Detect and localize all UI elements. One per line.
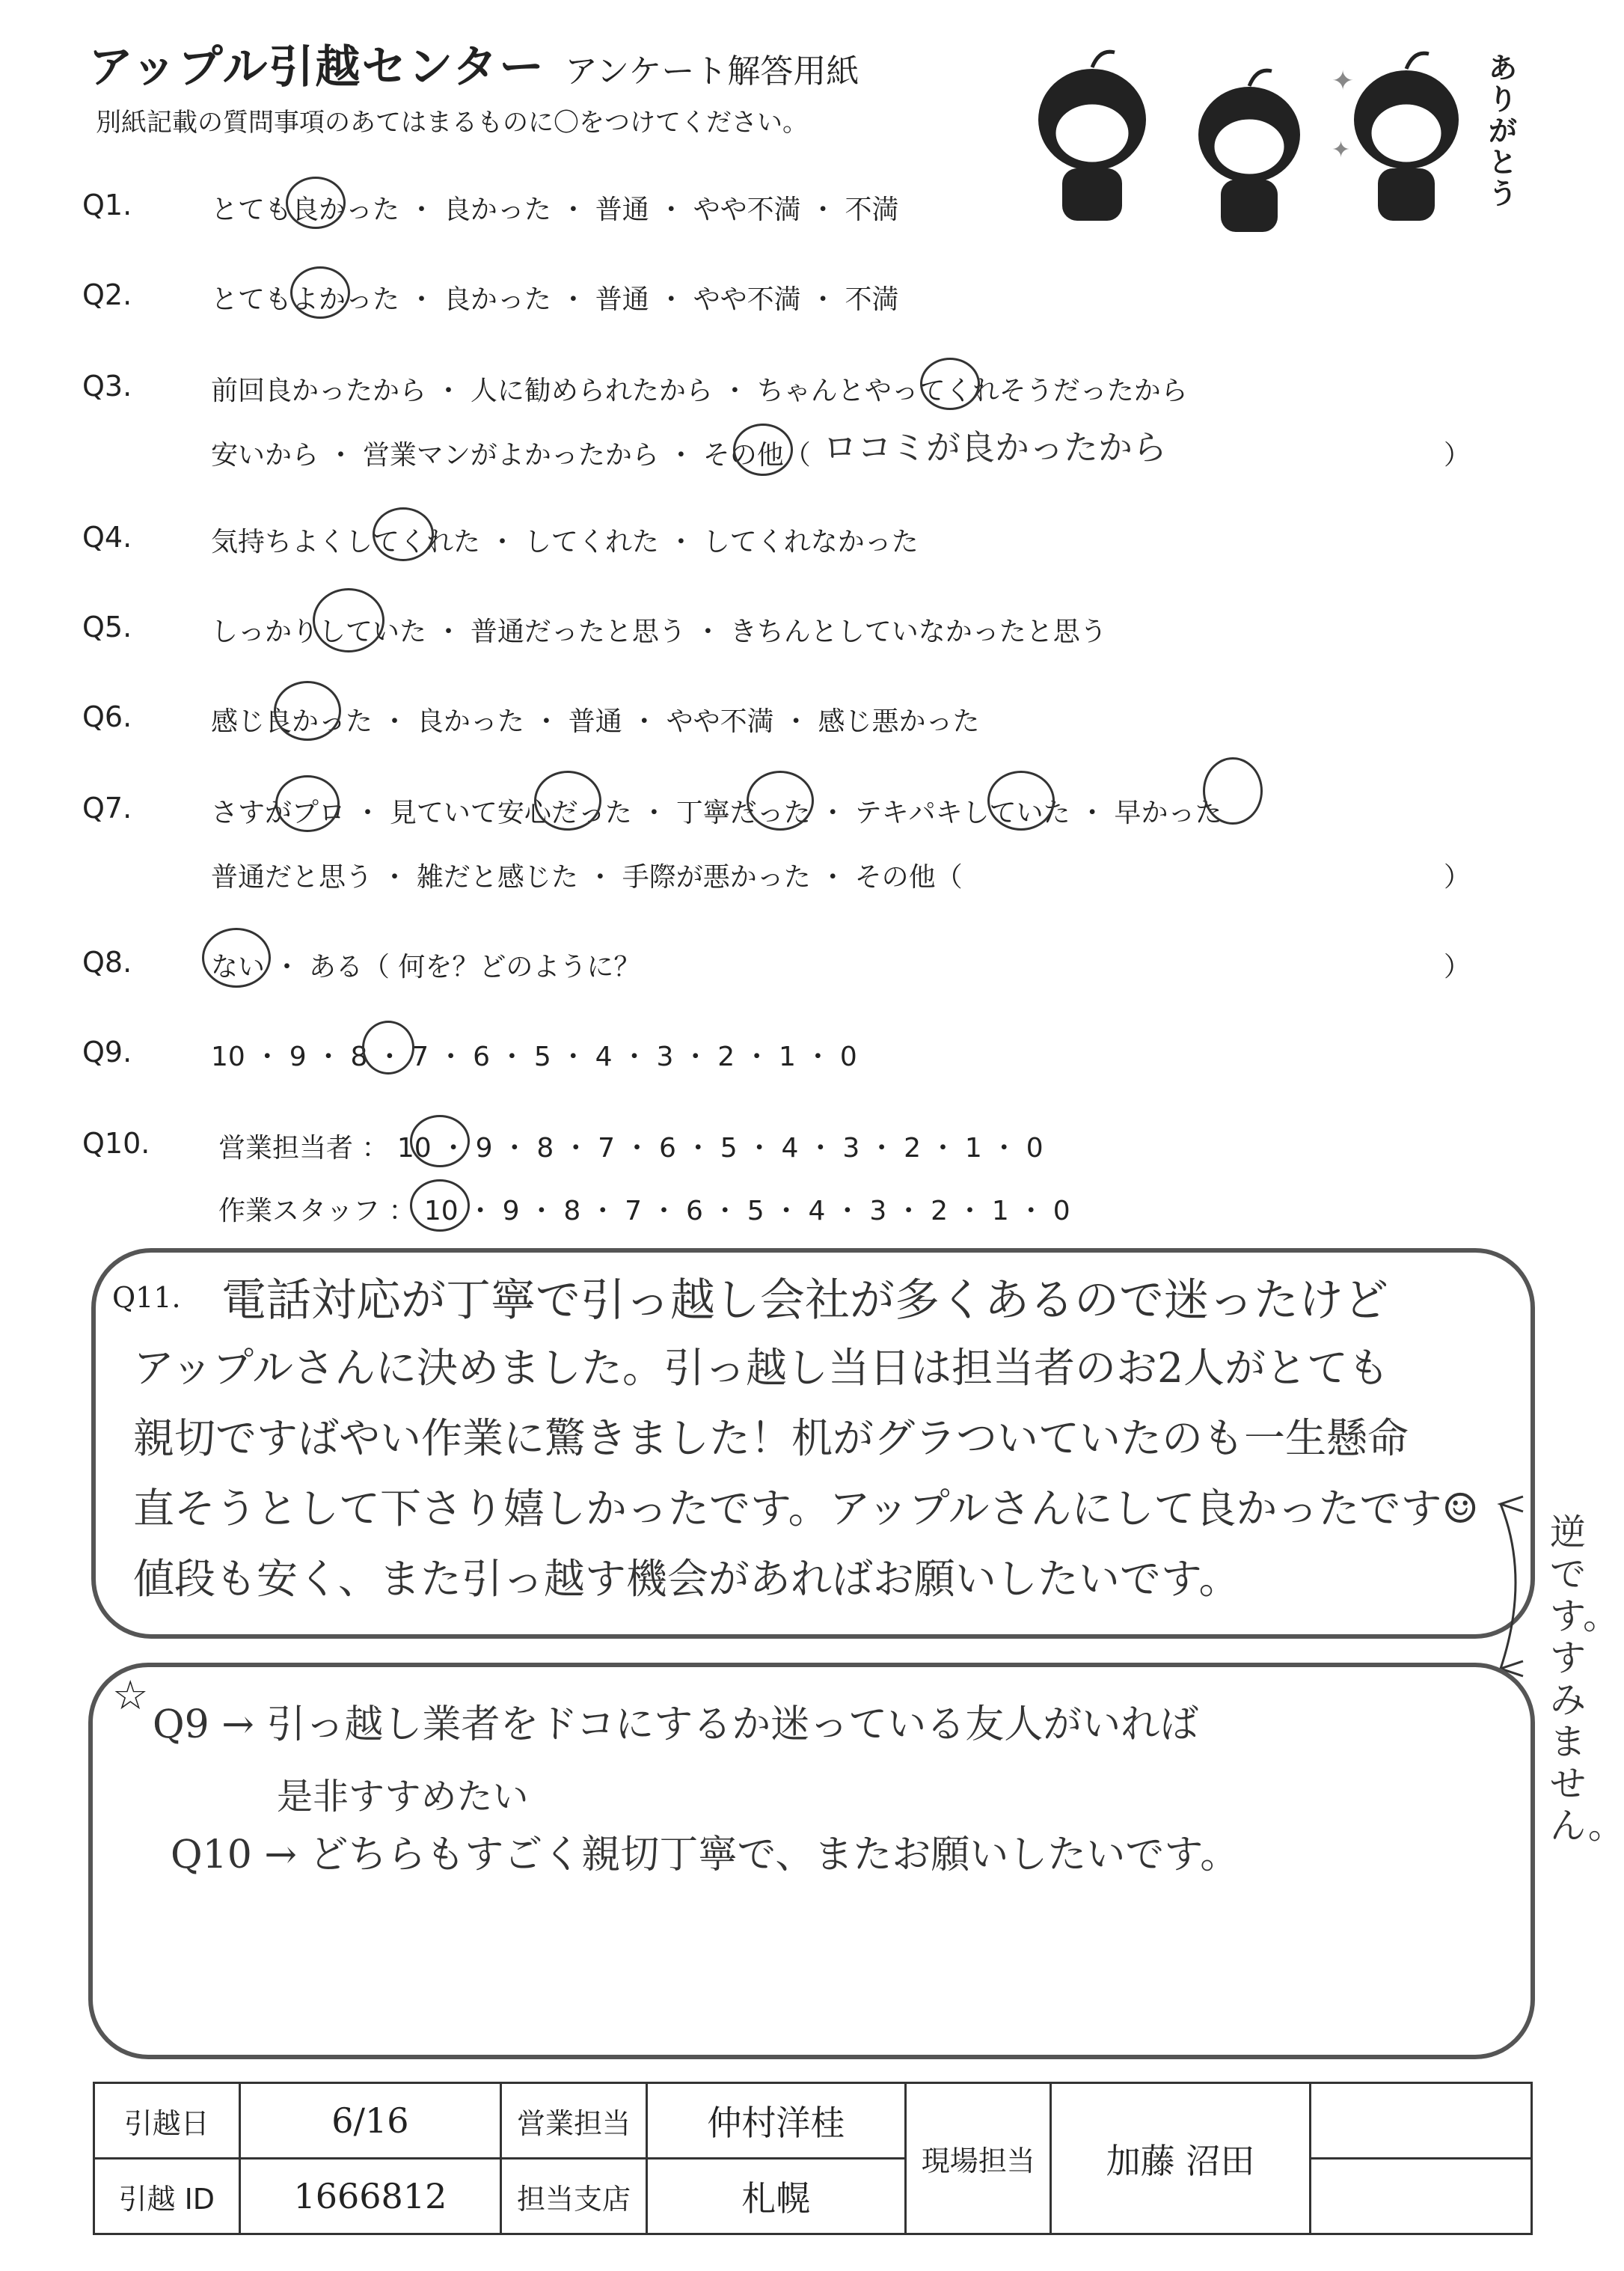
branch-value: 札幌 (646, 2159, 905, 2234)
star-box-line: Q9 → 引っ越し業者をドコにするか迷っている友人がいれば (153, 1702, 1199, 1747)
q5-options: しっかりしていた ・ 普通だったと思う ・ きちんとしていなかったと思う (211, 617, 1107, 647)
q11-line: アップルさんに決めました。引っ越し当日は担当者のお2人がとても (133, 1344, 1389, 1392)
q10-label: Q10. (82, 1127, 150, 1160)
move-date-label: 引越日 (94, 2083, 240, 2159)
selection-circle (410, 1115, 470, 1167)
selection-circle (362, 1021, 414, 1075)
q3-options-line2: 安いから ・ 営業マンがよかったから ・ その他（ (211, 440, 811, 471)
selection-circle (275, 775, 340, 832)
close-paren: ） (1444, 440, 1471, 471)
side-note: 逆です。すみません。 (1550, 1512, 1624, 1847)
q11-line: 値段も安く、また引っ越す機会があればお願いしたいです。 (133, 1555, 1240, 1603)
selection-circle (987, 771, 1055, 831)
q8-options: ない ・ ある（ 何を？どのように？ (211, 952, 641, 982)
selection-circle (534, 771, 601, 831)
form-subtitle: アンケート解答用紙 (565, 52, 860, 91)
selection-circle (410, 1179, 470, 1232)
sales-rep-value: 仲村洋桂 (646, 2083, 905, 2159)
q1-label: Q1. (82, 189, 132, 221)
selection-circle (747, 771, 814, 831)
move-date-value: 6/16 (239, 2083, 501, 2159)
sales-rep-label: 営業担当 (501, 2083, 646, 2159)
instruction-text: 別紙記載の質問事項のあてはまるものに〇をつけてください。 (96, 108, 808, 138)
star-box-line: Q10 → どちらもすごく親切丁寧で、またお願いしたいです。 (171, 1833, 1240, 1877)
q3-handwritten-answer: ロコミが良かったから (823, 427, 1167, 468)
empty-cell (1310, 2083, 1531, 2159)
mascot-monkey-left-icon (1038, 52, 1146, 221)
selection-circle (202, 928, 271, 988)
selection-circle (274, 681, 341, 741)
selection-circle (733, 424, 793, 476)
bracket-arrow-icon (1493, 1489, 1538, 1684)
q4-options: 気持ちよくしてくれた ・ してくれた ・ してくれなかった (211, 527, 919, 557)
q9-label: Q9. (82, 1036, 132, 1069)
footer-info-table (93, 2082, 1533, 2235)
q3-options-line1: 前回良かったから ・ 人に勧められたから ・ ちゃんとやってくれそうだったから (211, 376, 1188, 406)
selection-circle (290, 266, 350, 319)
mascot-caption: ありがとう (1489, 52, 1518, 210)
q10-staff-options: 作業スタッフ ： 10 ・ 9 ・ 8 ・ 7 ・ 6 ・ 5 ・ 4 ・ 3 ・ 2 ・ 1 ・ 0 (218, 1196, 1070, 1226)
close-paren: ） (1444, 952, 1471, 982)
q7-label: Q7. (82, 792, 132, 825)
q6-label: Q6. (82, 700, 132, 733)
empty-cell (1310, 2159, 1531, 2234)
selection-circle (373, 507, 434, 561)
branch-label: 担当支店 (501, 2159, 646, 2234)
q7-options-line2: 普通だと思う ・ 雑だと感じた ・ 手際が悪かった ・ その他（ (211, 862, 963, 893)
q11-line: 電話対応が丁寧で引っ越し会社が多くあるので迷ったけど (221, 1274, 1388, 1327)
q11-line: 直そうとして下さり嬉しかったです。アップルさんにして良かったです☺ (133, 1485, 1479, 1532)
q9-options: 10 ・ 9 ・ 8 ・ 7 ・ 6 ・ 5 ・ 4 ・ 3 ・ 2 ・ 1 ・ 0 (211, 1042, 857, 1072)
site-rep-label: 現場担当 (905, 2083, 1050, 2234)
company-name: アップル引越センター (88, 41, 545, 94)
mascot-illustration (1002, 45, 1541, 239)
q5-label: Q5. (82, 611, 132, 644)
q7-options-line1: さすがプロ ・ 見ていて安心だった ・ 丁寧だった ・ テキパキしていた ・ 早かった (211, 798, 1222, 828)
page-title (88, 31, 859, 96)
q2-options: とてもよかった ・ 良かった ・ 普通 ・ やや不満 ・ 不満 (211, 284, 899, 315)
sparkle-icon: ✦ (1332, 66, 1355, 97)
mascot-monkey-center-icon (1198, 70, 1300, 232)
q4-label: Q4. (82, 521, 132, 554)
selection-circle (313, 588, 384, 652)
selection-circle (1203, 757, 1263, 825)
selection-circle (286, 177, 346, 229)
q11-line: 親切ですばやい作業に驚きました！机がグラついていたのも一生懸命 (133, 1414, 1409, 1462)
selection-circle (920, 358, 980, 410)
sparkle-icon: ✦ (1332, 137, 1351, 163)
q10-sales-options: 営業担当者 ： 10 ・ 9 ・ 8 ・ 7 ・ 6 ・ 5 ・ 4 ・ 3 ・ 2 ・ 1 ・ 0 (218, 1133, 1044, 1164)
move-id-value: 1666812 (239, 2159, 501, 2234)
close-paren: ） (1444, 862, 1471, 893)
q2-label: Q2. (82, 278, 132, 311)
q11-label: Q11. (112, 1281, 181, 1314)
q1-options: とても良かった ・ 良かった ・ 普通 ・ やや不満 ・ 不満 (211, 195, 899, 225)
q8-label: Q8. (82, 946, 132, 979)
star-icon: ☆ (112, 1672, 149, 1719)
site-rep-value: 加藤 沼田 (1051, 2083, 1310, 2234)
star-box-line: 是非すすめたい (277, 1776, 529, 1818)
q3-label: Q3. (82, 370, 132, 403)
q6-options: 感じ良かった ・ 良かった ・ 普通 ・ やや不満 ・ 感じ悪かった (211, 706, 980, 737)
mascot-monkey-right-icon (1354, 53, 1459, 221)
move-id-label: 引越 ID (94, 2159, 240, 2234)
